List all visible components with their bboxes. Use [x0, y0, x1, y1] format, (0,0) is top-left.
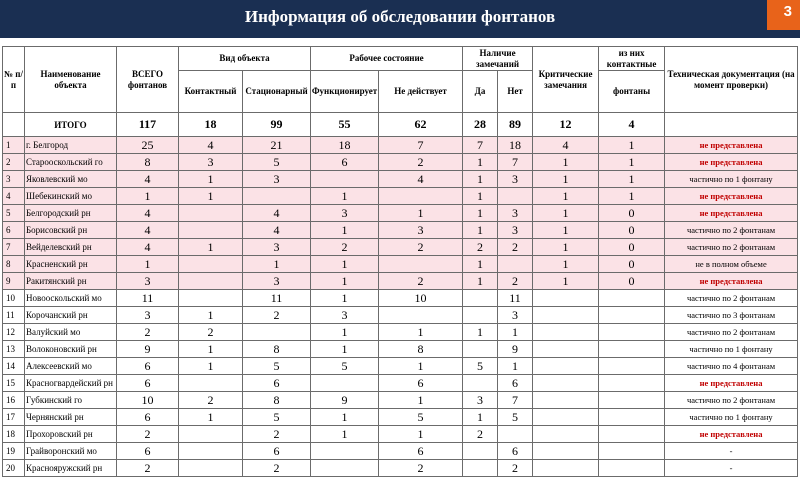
row-not-working: 3 [379, 222, 463, 239]
header-num: № п/п [3, 47, 25, 113]
header-state-group: Рабочее состояние [311, 47, 463, 71]
row-critical-contact: 0 [599, 222, 665, 239]
table-row [3, 239, 798, 256]
row-yes [463, 307, 498, 324]
row-name: Новооскольский мо [25, 290, 117, 307]
data-rows [3, 137, 798, 477]
row-docs: частично по 4 фонтанам [665, 358, 798, 375]
row-stationary: 8 [243, 341, 311, 358]
header-of-them-contact: из них контактные [599, 47, 665, 71]
row-contact: 1 [179, 188, 243, 205]
row-docs: частично по 2 фонтанам [665, 239, 798, 256]
row-critical-contact [599, 341, 665, 358]
row-stationary: 5 [243, 409, 311, 426]
header-name: Наименование объекта [25, 47, 117, 113]
totals-stationary: 99 [243, 113, 311, 137]
row-contact [179, 375, 243, 392]
row-critical [533, 358, 599, 375]
row-working: 1 [311, 426, 379, 443]
row-not-working [379, 256, 463, 273]
row-total: 3 [117, 307, 179, 324]
row-contact [179, 426, 243, 443]
row-num: 9 [3, 273, 25, 290]
header-not-working: Не действует [379, 71, 463, 113]
row-stationary: 6 [243, 375, 311, 392]
header-working: Функционирует [311, 71, 379, 113]
row-critical-contact: 1 [599, 171, 665, 188]
fountain-survey-table-container [2, 46, 797, 475]
row-not-working: 2 [379, 239, 463, 256]
row-no: 5 [498, 409, 533, 426]
row-name: Валуйский мо [25, 324, 117, 341]
row-stationary: 5 [243, 154, 311, 171]
row-critical-contact [599, 392, 665, 409]
totals-total: 117 [117, 113, 179, 137]
row-critical-contact: 0 [599, 205, 665, 222]
row-contact: 1 [179, 171, 243, 188]
table-row [3, 460, 798, 477]
row-critical: 4 [533, 137, 599, 154]
table-row [3, 205, 798, 222]
row-working: 1 [311, 341, 379, 358]
row-total: 11 [117, 290, 179, 307]
row-total: 4 [117, 171, 179, 188]
row-no [498, 426, 533, 443]
page-number-badge [767, 0, 800, 30]
row-no: 1 [498, 358, 533, 375]
row-critical [533, 392, 599, 409]
row-name: Корочанский рн [25, 307, 117, 324]
row-name: Ракитянский рн [25, 273, 117, 290]
row-name: Красногвардейский рн [25, 375, 117, 392]
row-no: 9 [498, 341, 533, 358]
row-num: 20 [3, 460, 25, 477]
header-yes: Да [463, 71, 498, 113]
row-num: 18 [3, 426, 25, 443]
row-num: 1 [3, 137, 25, 154]
row-docs: частично по 2 фонтанам [665, 324, 798, 341]
row-docs: частично по 1 фонтану [665, 409, 798, 426]
table-row [3, 154, 798, 171]
totals-label: ИТОГО [25, 113, 117, 137]
totals-working: 55 [311, 113, 379, 137]
row-yes: 1 [463, 256, 498, 273]
table-row [3, 307, 798, 324]
table-row [3, 137, 798, 154]
row-num: 5 [3, 205, 25, 222]
page-number: 3 [783, 3, 792, 20]
row-working: 1 [311, 324, 379, 341]
row-critical-contact [599, 426, 665, 443]
row-not-working: 10 [379, 290, 463, 307]
row-name: Грайворонский мо [25, 443, 117, 460]
row-critical: 1 [533, 222, 599, 239]
row-not-working: 6 [379, 375, 463, 392]
row-num: 8 [3, 256, 25, 273]
row-yes: 1 [463, 188, 498, 205]
row-working [311, 443, 379, 460]
row-no: 3 [498, 307, 533, 324]
table-row [3, 392, 798, 409]
row-stationary [243, 324, 311, 341]
row-critical-contact: 0 [599, 273, 665, 290]
table-row [3, 222, 798, 239]
row-critical [533, 409, 599, 426]
row-not-working: 1 [379, 358, 463, 375]
row-critical: 1 [533, 205, 599, 222]
row-name: г. Белгород [25, 137, 117, 154]
totals-critical-contact: 4 [599, 113, 665, 137]
row-critical-contact [599, 409, 665, 426]
row-docs: частично по 2 фонтанам [665, 222, 798, 239]
page-title: Информация об обследовании фонтанов [244, 7, 556, 26]
totals-critical: 12 [533, 113, 599, 137]
row-working [311, 375, 379, 392]
header-type-group: Вид объекта [179, 47, 311, 71]
row-working: 1 [311, 409, 379, 426]
row-total: 9 [117, 341, 179, 358]
row-yes: 1 [463, 154, 498, 171]
row-name: Яковлевский мо [25, 171, 117, 188]
row-contact [179, 460, 243, 477]
row-total: 2 [117, 426, 179, 443]
row-yes: 5 [463, 358, 498, 375]
row-total: 2 [117, 460, 179, 477]
row-total: 10 [117, 392, 179, 409]
row-yes: 7 [463, 137, 498, 154]
row-stationary [243, 188, 311, 205]
row-working: 9 [311, 392, 379, 409]
row-critical-contact [599, 324, 665, 341]
row-docs: не представлена [665, 137, 798, 154]
table-row [3, 426, 798, 443]
row-docs: частично по 1 фонтану [665, 171, 798, 188]
row-num: 4 [3, 188, 25, 205]
row-not-working: 2 [379, 273, 463, 290]
row-num: 6 [3, 222, 25, 239]
totals-yes: 28 [463, 113, 498, 137]
row-no: 2 [498, 239, 533, 256]
row-working [311, 171, 379, 188]
row-stationary: 11 [243, 290, 311, 307]
row-not-working [379, 188, 463, 205]
row-stationary: 8 [243, 392, 311, 409]
row-working: 18 [311, 137, 379, 154]
row-critical [533, 341, 599, 358]
table-row [3, 375, 798, 392]
row-working: 5 [311, 358, 379, 375]
row-critical-contact: 1 [599, 137, 665, 154]
row-critical-contact [599, 460, 665, 477]
row-total: 3 [117, 273, 179, 290]
header-docs: Техническая документация (на момент проверки) [665, 47, 798, 113]
row-critical: 1 [533, 273, 599, 290]
row-yes: 1 [463, 409, 498, 426]
row-num: 11 [3, 307, 25, 324]
row-docs: не представлена [665, 205, 798, 222]
table-row [3, 290, 798, 307]
row-critical [533, 460, 599, 477]
row-docs: - [665, 443, 798, 460]
totals-not-working: 62 [379, 113, 463, 137]
row-critical-contact [599, 443, 665, 460]
row-total: 6 [117, 375, 179, 392]
row-no: 3 [498, 171, 533, 188]
table-row [3, 256, 798, 273]
row-docs: частично по 1 фонтану [665, 341, 798, 358]
row-stationary: 3 [243, 239, 311, 256]
row-yes: 3 [463, 392, 498, 409]
row-num: 19 [3, 443, 25, 460]
row-no: 6 [498, 375, 533, 392]
row-name: Красненский рн [25, 256, 117, 273]
row-not-working: 1 [379, 426, 463, 443]
title-banner [0, 0, 800, 38]
row-no: 1 [498, 324, 533, 341]
row-name: Прохоровский рн [25, 426, 117, 443]
row-not-working: 1 [379, 392, 463, 409]
row-num: 16 [3, 392, 25, 409]
row-critical [533, 290, 599, 307]
row-working: 2 [311, 239, 379, 256]
row-contact [179, 290, 243, 307]
row-no: 7 [498, 154, 533, 171]
row-name: Краснояружский рн [25, 460, 117, 477]
row-total: 4 [117, 222, 179, 239]
row-stationary: 6 [243, 443, 311, 460]
row-total: 1 [117, 256, 179, 273]
row-total: 4 [117, 239, 179, 256]
row-total: 4 [117, 205, 179, 222]
row-stationary: 2 [243, 307, 311, 324]
row-stationary: 4 [243, 205, 311, 222]
header-no: Нет [498, 71, 533, 113]
row-num: 2 [3, 154, 25, 171]
row-not-working [379, 307, 463, 324]
row-num: 14 [3, 358, 25, 375]
row-docs: не в полном объеме [665, 256, 798, 273]
header-remarks-group: Наличие замечаний [463, 47, 533, 71]
row-critical-contact: 0 [599, 256, 665, 273]
row-contact: 3 [179, 154, 243, 171]
row-name: Чернянский рн [25, 409, 117, 426]
row-contact: 4 [179, 137, 243, 154]
row-yes [463, 341, 498, 358]
row-working: 1 [311, 273, 379, 290]
row-yes [463, 460, 498, 477]
row-yes: 1 [463, 324, 498, 341]
row-contact: 1 [179, 341, 243, 358]
row-critical-contact [599, 290, 665, 307]
row-docs: частично по 2 фонтанам [665, 392, 798, 409]
row-not-working: 6 [379, 443, 463, 460]
row-docs: не представлена [665, 188, 798, 205]
row-docs: частично по 2 фонтанам [665, 290, 798, 307]
table-row [3, 358, 798, 375]
table-row [3, 273, 798, 290]
row-stationary: 2 [243, 426, 311, 443]
row-no [498, 188, 533, 205]
row-not-working: 1 [379, 205, 463, 222]
row-docs: не представлена [665, 154, 798, 171]
row-working: 1 [311, 188, 379, 205]
totals-no: 89 [498, 113, 533, 137]
row-yes [463, 290, 498, 307]
table-row [3, 324, 798, 341]
row-contact: 1 [179, 409, 243, 426]
row-total: 6 [117, 443, 179, 460]
row-num: 13 [3, 341, 25, 358]
table-row [3, 171, 798, 188]
row-no: 6 [498, 443, 533, 460]
row-critical-contact: 1 [599, 188, 665, 205]
row-contact: 2 [179, 392, 243, 409]
row-num: 10 [3, 290, 25, 307]
row-not-working: 7 [379, 137, 463, 154]
row-docs: - [665, 460, 798, 477]
row-contact [179, 205, 243, 222]
row-critical [533, 307, 599, 324]
row-docs: не представлена [665, 375, 798, 392]
row-num: 17 [3, 409, 25, 426]
row-yes: 1 [463, 222, 498, 239]
row-total: 8 [117, 154, 179, 171]
row-working [311, 460, 379, 477]
row-total: 6 [117, 409, 179, 426]
row-critical-contact [599, 375, 665, 392]
row-critical-contact: 1 [599, 154, 665, 171]
row-no: 3 [498, 222, 533, 239]
row-working: 3 [311, 307, 379, 324]
header-stationary: Стационарный [243, 71, 311, 113]
row-critical-contact [599, 358, 665, 375]
row-working: 3 [311, 205, 379, 222]
row-name: Губкинский го [25, 392, 117, 409]
row-critical-contact: 0 [599, 239, 665, 256]
row-critical [533, 426, 599, 443]
row-no: 3 [498, 205, 533, 222]
row-stationary: 2 [243, 460, 311, 477]
header-critical: Критические замечания [533, 47, 599, 113]
row-contact [179, 256, 243, 273]
row-contact: 1 [179, 239, 243, 256]
row-critical: 1 [533, 239, 599, 256]
row-no: 2 [498, 273, 533, 290]
totals-num [3, 113, 25, 137]
table-row [3, 188, 798, 205]
row-not-working: 5 [379, 409, 463, 426]
row-yes: 1 [463, 273, 498, 290]
row-not-working: 2 [379, 460, 463, 477]
row-contact [179, 443, 243, 460]
row-name: Вейделевский рн [25, 239, 117, 256]
row-total: 6 [117, 358, 179, 375]
row-contact: 1 [179, 307, 243, 324]
row-yes: 1 [463, 171, 498, 188]
row-critical [533, 324, 599, 341]
row-critical: 1 [533, 171, 599, 188]
row-no [498, 256, 533, 273]
row-critical: 1 [533, 256, 599, 273]
row-no: 2 [498, 460, 533, 477]
row-no: 11 [498, 290, 533, 307]
row-critical-contact [599, 307, 665, 324]
row-contact [179, 222, 243, 239]
row-not-working: 1 [379, 324, 463, 341]
row-working: 1 [311, 222, 379, 239]
row-docs: не представлена [665, 273, 798, 290]
row-contact: 1 [179, 358, 243, 375]
row-working: 1 [311, 290, 379, 307]
header-fountains: фонтаны [599, 71, 665, 113]
row-yes: 2 [463, 426, 498, 443]
table-row [3, 341, 798, 358]
row-name: Волоконовский рн [25, 341, 117, 358]
row-yes: 2 [463, 239, 498, 256]
row-num: 12 [3, 324, 25, 341]
row-total: 2 [117, 324, 179, 341]
row-stationary: 4 [243, 222, 311, 239]
row-working: 1 [311, 256, 379, 273]
row-stationary: 3 [243, 171, 311, 188]
row-critical: 1 [533, 188, 599, 205]
row-not-working: 2 [379, 154, 463, 171]
row-contact: 2 [179, 324, 243, 341]
row-yes [463, 443, 498, 460]
row-stationary: 3 [243, 273, 311, 290]
header-total: ВСЕГО фонтанов [117, 47, 179, 113]
row-total: 1 [117, 188, 179, 205]
row-num: 3 [3, 171, 25, 188]
row-name: Шебекинский мо [25, 188, 117, 205]
row-num: 15 [3, 375, 25, 392]
row-docs: частично по 3 фонтанам [665, 307, 798, 324]
row-yes: 1 [463, 205, 498, 222]
row-name: Белгородский рн [25, 205, 117, 222]
totals-docs [665, 113, 798, 137]
row-stationary: 21 [243, 137, 311, 154]
row-working: 6 [311, 154, 379, 171]
row-num: 7 [3, 239, 25, 256]
row-not-working: 4 [379, 171, 463, 188]
row-critical: 1 [533, 154, 599, 171]
row-stationary: 1 [243, 256, 311, 273]
row-docs: не представлена [665, 426, 798, 443]
row-name: Старооскольский го [25, 154, 117, 171]
fountain-survey-table [2, 46, 798, 477]
row-stationary: 5 [243, 358, 311, 375]
row-name: Борисовский рн [25, 222, 117, 239]
row-name: Алексеевский мо [25, 358, 117, 375]
header-contact: Контактный [179, 71, 243, 113]
row-not-working: 8 [379, 341, 463, 358]
row-total: 25 [117, 137, 179, 154]
table-row [3, 443, 798, 460]
row-critical [533, 443, 599, 460]
row-yes [463, 375, 498, 392]
totals-contact: 18 [179, 113, 243, 137]
row-contact [179, 273, 243, 290]
table-row [3, 409, 798, 426]
row-critical [533, 375, 599, 392]
totals-row [3, 113, 798, 137]
row-no: 7 [498, 392, 533, 409]
row-no: 18 [498, 137, 533, 154]
